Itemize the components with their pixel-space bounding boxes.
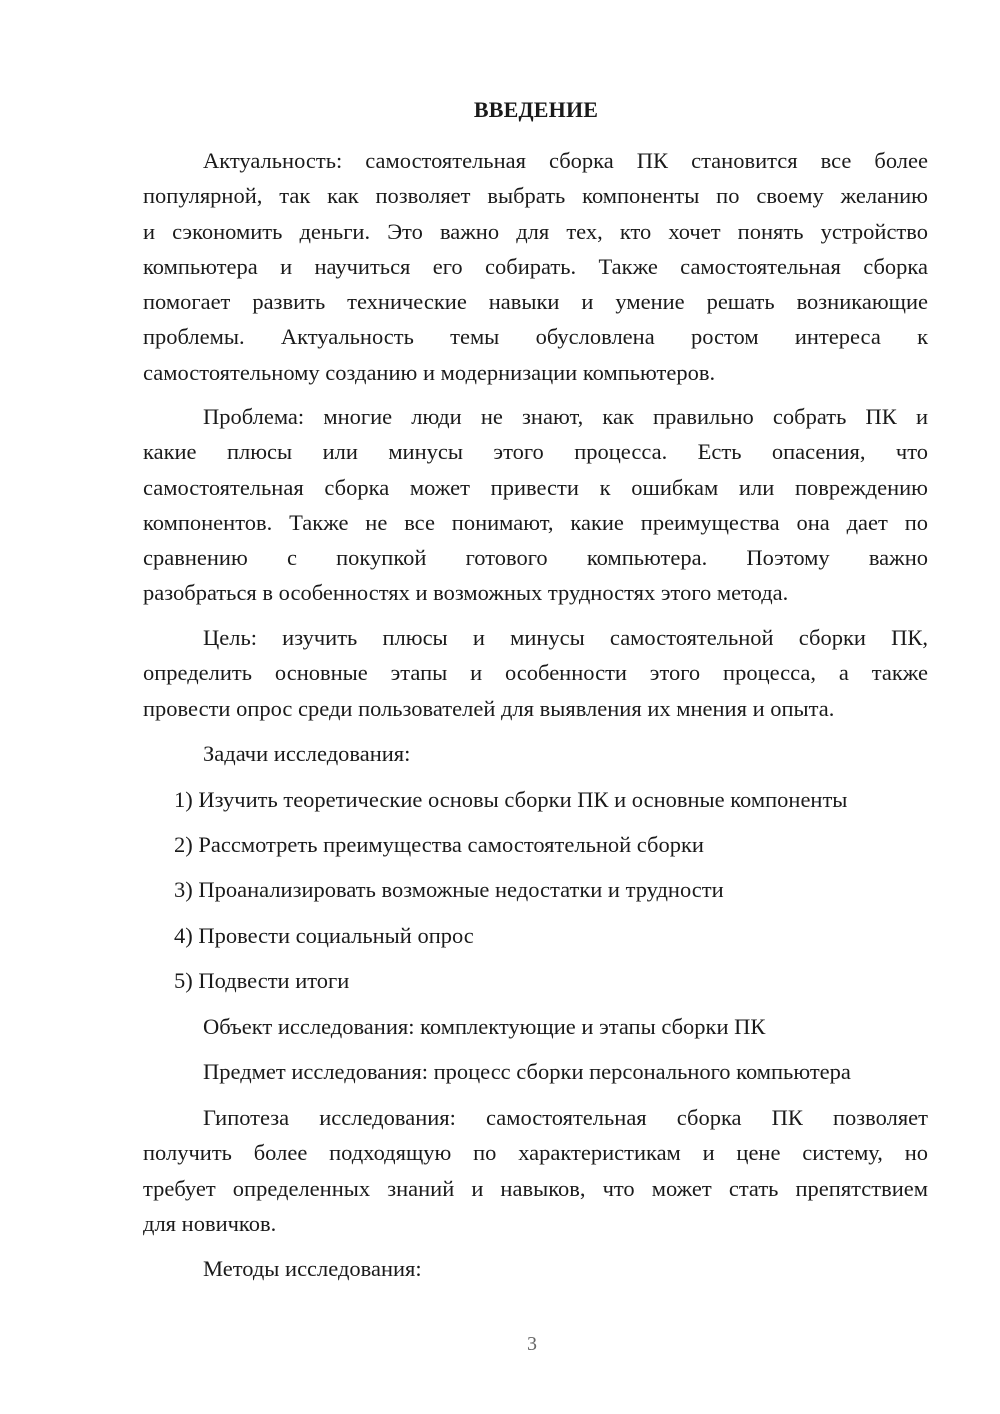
text-line: какие плюсы или минусы этого процесса. Есть опасения, что: [143, 439, 928, 465]
text-line: самостоятельному созданию и модернизации компьютеров.: [143, 359, 716, 385]
text-line: компьютера и научиться его собирать. Также самостоятельная сборка: [143, 253, 928, 279]
text-line: популярной, так как позволяет выбрать компоненты по своему желанию: [143, 183, 928, 209]
paragraph-goal: [143, 620, 928, 726]
paragraph-hypothesis: [143, 1100, 928, 1241]
text-line: Проблема: многие люди не знают, как правильно собрать ПК и: [203, 404, 928, 429]
text-line: проблемы. Актуальность темы обусловлена ростом интереса к: [143, 324, 928, 350]
page-number: 3: [527, 1333, 537, 1355]
text-line: разобраться в особенностях и возможных трудностях этого метода.: [143, 580, 789, 606]
text-line: Цель: изучить плюсы и минусы самостоятельной сборки ПК,: [203, 625, 928, 650]
task-item: 4) Провести социальный опрос: [174, 923, 474, 948]
text-line: самостоятельная сборка может привести к ошибкам или повреждению: [143, 474, 928, 500]
text-line: Гипотеза исследования: самостоятельная сборка ПК позволяет: [203, 1105, 928, 1130]
tasks-heading: Задачи исследования:: [203, 741, 411, 766]
task-item: 2) Рассмотреть преимущества самостоятельной сборки: [174, 832, 704, 857]
text-line: требует определенных знаний и навыков, что может стать препятствием: [143, 1175, 928, 1201]
text-line: Актуальность: самостоятельная сборка ПК становится все более: [203, 148, 928, 173]
task-item: 1) Изучить теоретические основы сборки ПК и основные компоненты: [174, 787, 848, 812]
research-subject: Предмет исследования: процесс сборки персонального компьютера: [203, 1059, 851, 1084]
paragraph-problem: [143, 399, 928, 611]
research-object: Объект исследования: комплектующие и этапы сборки ПК: [203, 1014, 766, 1039]
paragraph-relevance: [143, 143, 928, 390]
task-item: 3) Проанализировать возможные недостатки и трудности: [174, 877, 724, 902]
text-line: компонентов. Также не все понимают, какие преимущества она дает по: [143, 509, 928, 535]
text-line: помогает развить технические навыки и умение решать возникающие: [143, 289, 928, 315]
text-line: для новичков.: [143, 1210, 277, 1236]
task-item: 5) Подвести итоги: [174, 968, 350, 993]
text-line: и сэкономить деньги. Это важно для тех, кто хочет понять устройство: [143, 218, 928, 244]
methods-heading: Методы исследования:: [203, 1256, 422, 1281]
text-line: сравнению с покупкой готового компьютера. Поэтому важно: [143, 545, 928, 571]
text-line: провести опрос среди пользователей для выявления их мнения и опыта.: [143, 695, 835, 721]
text-line: определить основные этапы и особенности этого процесса, а также: [143, 660, 928, 686]
text-line: получить более подходящую по характеристикам и цене систему, но: [143, 1140, 928, 1166]
section-title: ВВЕДЕНИЕ: [473, 97, 599, 122]
